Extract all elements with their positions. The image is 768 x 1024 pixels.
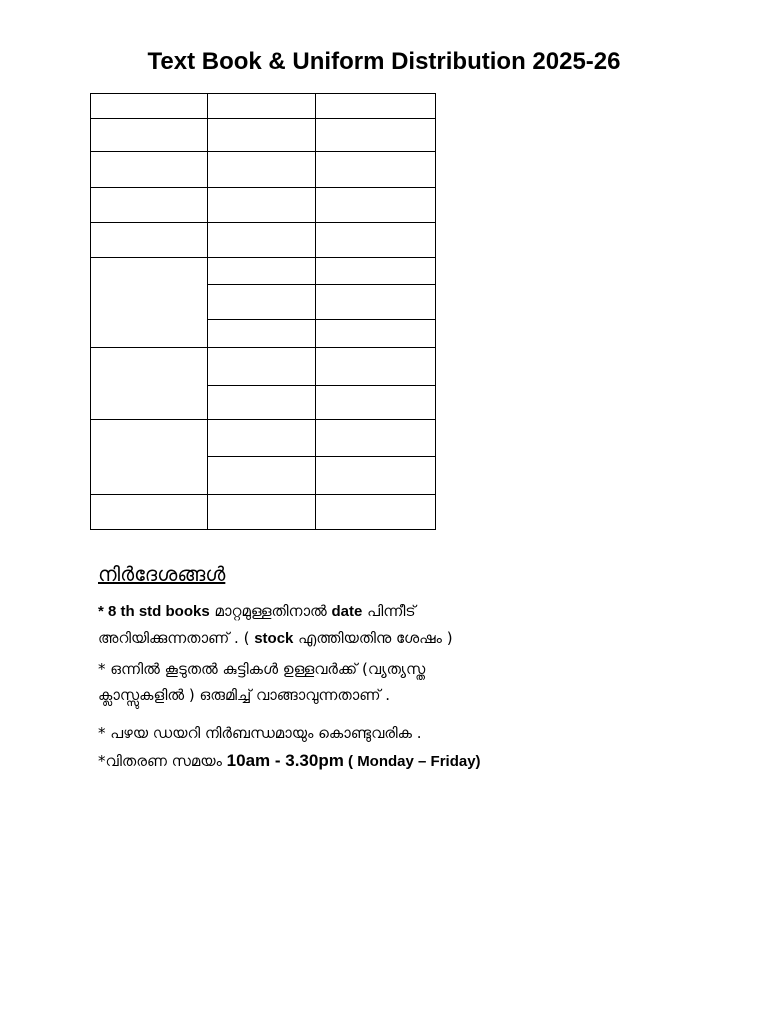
note1-text-a: മാറ്റമുള്ളതിനാൽ: [209, 602, 332, 620]
table-border: [91, 94, 436, 530]
note1-prefix: * 8 th std books: [98, 603, 210, 620]
note4-days: ( Monday – Friday): [343, 753, 481, 770]
note4-time: 10am - 3.30pm: [226, 751, 344, 770]
note-distribution-time: [98, 748, 738, 775]
page-title: Text Book & Uniform Distribution 2025-26: [147, 48, 621, 75]
note2-line2: ക്ലാസ്സുകളിൽ ) ഒരുമിച്ച് വാങ്ങാവുന്നതാണ് .: [98, 686, 391, 704]
note-multiple-children: [98, 656, 738, 708]
note-old-diary: * പഴയ ഡയറി നിർബന്ധമായും കൊണ്ടുവരിക .: [98, 724, 422, 742]
note1-text-b: പിന്നീട്: [362, 602, 416, 620]
note1-line2-b: എത്തിയതിനു ശേഷം ): [293, 629, 453, 647]
note1-stock: stock: [254, 630, 294, 647]
note2-line1: * ഒന്നിൽ കൂടുതൽ കുട്ടികൾ ഉള്ളവർക്ക് (വ്യത്യസ്ത: [98, 660, 426, 678]
instructions-heading: നിർദേശങ്ങൾ: [98, 562, 226, 586]
instructions-section: [98, 562, 738, 775]
note-eighth-std-books: [98, 598, 738, 652]
distribution-table: [90, 93, 436, 530]
note1-line2-a: അറിയിക്കുന്നതാണ് . (: [98, 629, 255, 647]
note4-prefix: *വിതരണ സമയം: [98, 752, 227, 770]
note1-date: date: [331, 603, 363, 620]
